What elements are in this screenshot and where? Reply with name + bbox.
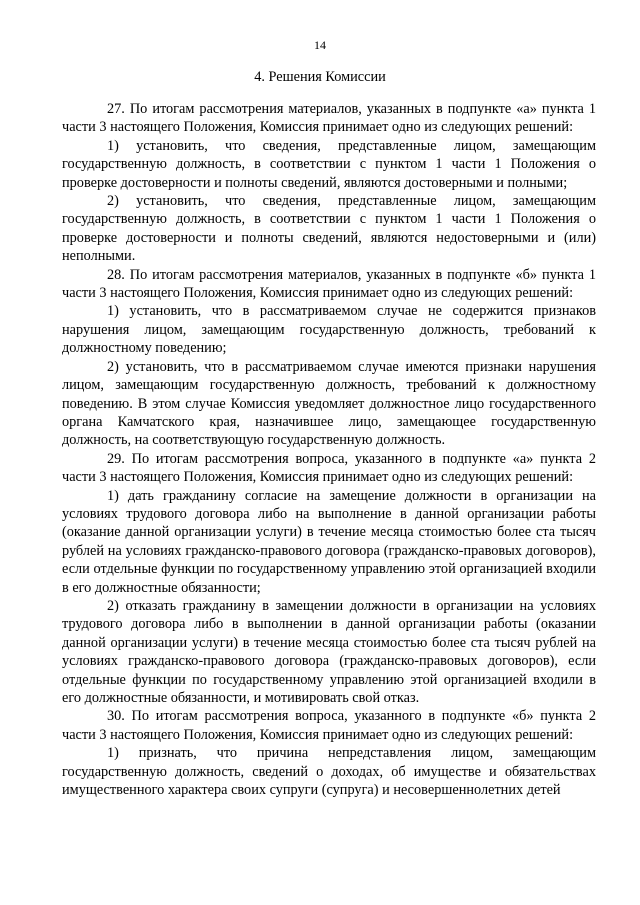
document-body <box>62 100 596 799</box>
paragraph: 1) признать, что причина непредставления лицом, замещающим государственную должность, сведений о доходах, об имуществе и обязательствах имущественного характера своих супруги (супруга) и несовершеннолетних детей <box>62 745 596 799</box>
paragraph: 1) установить, что сведения, представленные лицом, замещающим государственную должность, в соответствии с пунктом 1 части 1 Положения о проверке достоверности и полноты сведений, являются достоверными и полными; <box>62 137 596 191</box>
paragraph: 29. По итогам рассмотрения вопроса, указанного в подпункте «а» пункта 2 части 3 настоящего Положения, Комиссия принимает одно из следующих решений: <box>62 450 596 486</box>
paragraph: 1) установить, что в рассматриваемом случае не содержится признаков нарушения лицом, замещающим государственную должность, требований к должностному поведению; <box>62 303 596 357</box>
paragraph: 2) отказать гражданину в замещении должности в организации на условиях трудового договора либо в выполнении в данной организации работы (оказании данной организации услуги) в течение месяца стоимостью более ста тысяч рублей на условиях гражданско-правового договора (гражданско-правовых договоров), если отдельные функции по государственному управлению этой организацией входили в его должностные обязанности, и мотивировать свой отказ. <box>62 597 596 706</box>
page-number: 14 <box>314 38 326 52</box>
paragraph: 28. По итогам рассмотрения материалов, указанных в подпункте «б» пункта 1 части 3 настоящего Положения, Комиссия принимает одно из следующих решений: <box>62 266 596 302</box>
paragraph: 2) установить, что сведения, представленные лицом, замещающим государственную должность, в соответствии с пунктом 1 части 1 Положения о проверке достоверности и полноты сведений, являются недостоверными и (или) неполными. <box>62 193 596 265</box>
paragraph: 27. По итогам рассмотрения материалов, указанных в подпункте «а» пункта 1 части 3 настоящего Положения, Комиссия принимает одно из следующих решений: <box>62 101 596 136</box>
paragraph: 2) установить, что в рассматриваемом случае имеются признаки нарушения лицом, замещающим государственную должность, требований к должностному поведению. В этом случае Комиссия уведомляет должностное лицо государственного органа Камчатского края, назначившее лицо, замещающее государственную должность, на соответствующую государственную должность. <box>62 358 596 449</box>
paragraph: 30. По итогам рассмотрения вопроса, указанного в подпункте «б» пункта 2 части 3 настоящего Положения, Комиссия принимает одно из следующих решений: <box>62 708 596 743</box>
paragraph: 1) дать гражданину согласие на замещение должности в организации на условиях трудового договора либо на выполнение в данной организации работы (оказание данной организации услуги) в течение месяца стоимостью более ста тысяч рублей на условиях гражданско-правового договора (гражданско-правовых договоров), если отдельные функции по государственному управлению этой организацией входили в его должностные обязанности; <box>62 487 596 596</box>
section-title: 4. Решения Комиссии <box>254 69 386 85</box>
